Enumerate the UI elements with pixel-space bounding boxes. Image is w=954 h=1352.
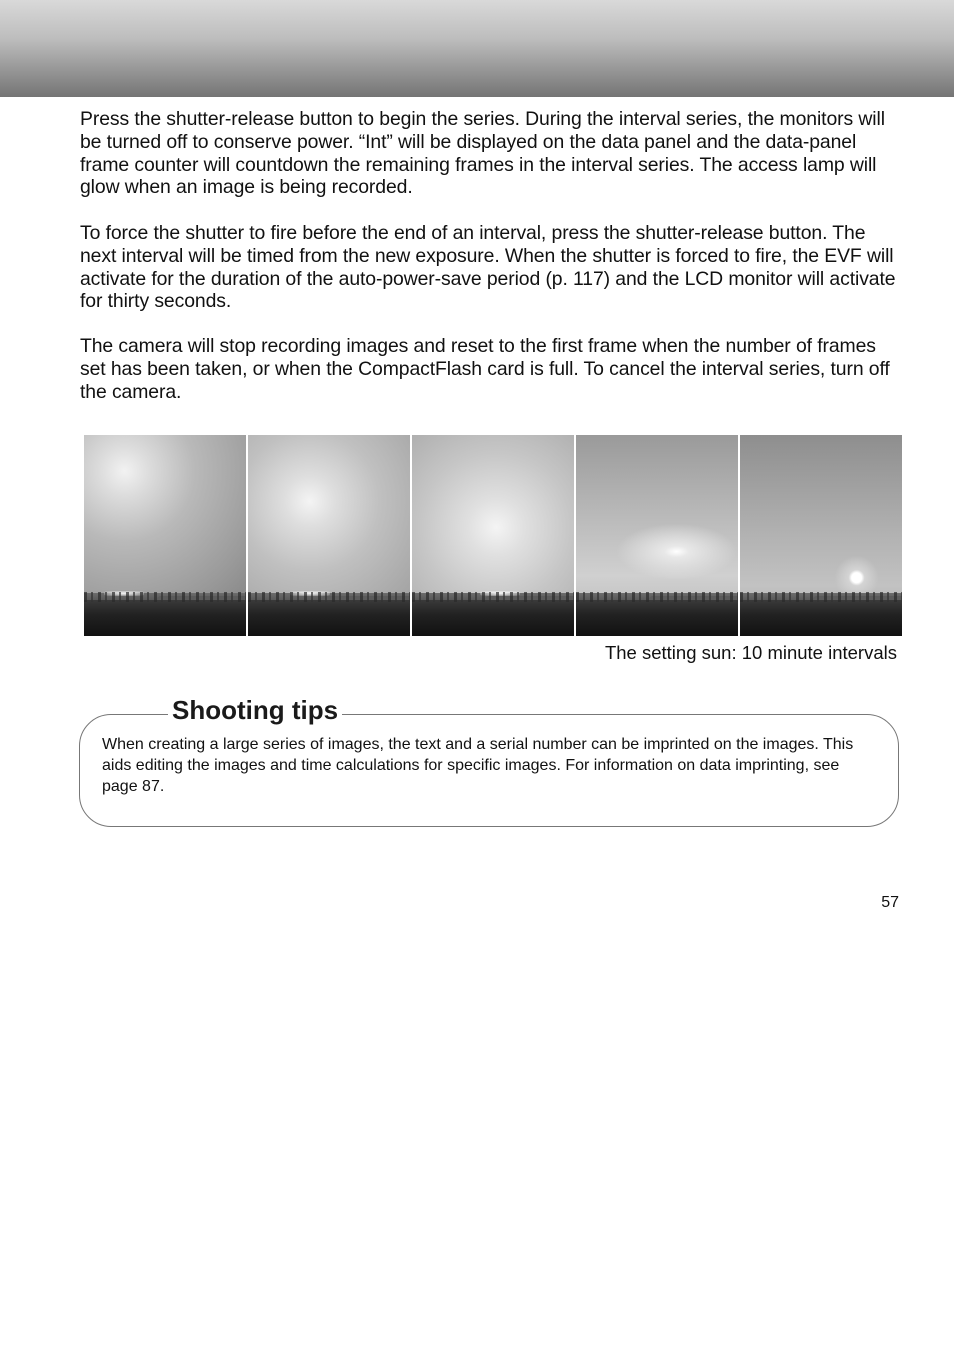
sunset-frame-3: [412, 435, 574, 636]
shooting-tips-text: When creating a large series of images, the text and a serial number can be imprinted on the images. This aids editing the images and time calculations for specific images. For information on data imprinting, see page 87.: [102, 736, 854, 795]
sunset-frame-5: [740, 435, 902, 636]
page-number: 57: [881, 894, 899, 911]
sunset-frame-2: [248, 435, 410, 636]
paragraph-start-series: Press the shutter-release button to begin the series. During the interval series, the monitors will be turned off to conserve power. “Int” will be displayed on the data panel and the data-panel frame counter will countdown the remaining frames in the interval series. The access lamp will glow when an image is being recorded.: [80, 108, 885, 199]
sunset-photo-strip: [84, 435, 902, 636]
header-bar: [0, 0, 954, 97]
sunset-frame-1: [84, 435, 246, 636]
paragraph-stop-recording: The camera will stop recording images and reset to the first frame when the number of frames set has been taken, or when the CompactFlash card is full. To cancel the interval series, turn off the camera.: [80, 335, 890, 403]
sunset-frame-4: [576, 435, 738, 636]
photo-caption: The setting sun: 10 minute intervals: [604, 642, 897, 663]
paragraph-force-shutter: To force the shutter to fire before the end of an interval, press the shutter-release button. The next interval will be timed from the new exposure. When the shutter is forced to fire, the EVF will activate for the duration of the auto-power-save period (p. 117) and the LCD monitor will activate for thirty seconds.: [80, 222, 896, 313]
shooting-tips-title: Shooting tips: [168, 694, 342, 726]
